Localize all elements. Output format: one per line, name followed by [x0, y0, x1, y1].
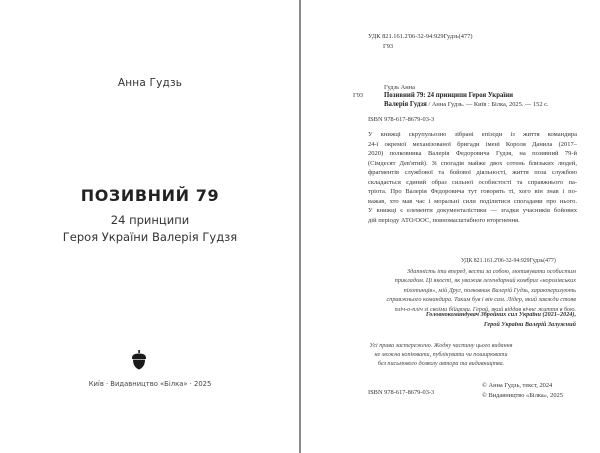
- udk-code-top: УДК 821.161.2'06-32-94:929Гудзь(477): [368, 33, 473, 40]
- author-name: Анна Гудзь: [117, 77, 183, 89]
- quote-attribution-title: Головнокомандувач Збройних сил України (2021–2024),: [425, 311, 576, 318]
- quote-line: прикладом. Ці якості, як уважав легендарний комбриг «королівських: [394, 277, 576, 285]
- book-title: ПОЗИВНИЙ 79: [80, 186, 220, 205]
- copyright-text: © Анна Гудзь, текст, 2024: [482, 382, 553, 389]
- abstract-line: фрагментів службової та бойової діяльності, життя поза службою: [368, 169, 577, 176]
- abstract-line: дій періоду АТО/ООС, повномасштабного вторгнення.: [368, 216, 520, 224]
- catalog-title-line2: [384, 101, 549, 108]
- rights-notice: [361, 342, 521, 370]
- book-subtitle-line2: Героя України Валерія Гудзя: [62, 230, 238, 244]
- quote-line: Здатність іти вперед, вести за собою, мотивувати особистим: [407, 268, 576, 275]
- isbn-top: ISBN 978-617-8679-03-3: [368, 116, 435, 123]
- catalog-code: Г93: [353, 92, 364, 99]
- abstract-line: У книжці є елементи документалістики — згадки учасників бойових: [368, 207, 577, 214]
- imprint-line: Київ · Видавництво «Білка» · 2025: [88, 380, 212, 388]
- abstract-line: тріота. Про Валерія Федоровича тут говорять ті, хого він знав і по-: [368, 188, 577, 195]
- rights-line: не можна копіювати, публікувати чи поширювати: [374, 352, 508, 359]
- rights-line: Усі права застережено. Жодну частину цього видання: [369, 343, 513, 349]
- quote-attribution-name: Герой України Валерій Залужний: [483, 321, 576, 328]
- author-sign-top: Г93: [383, 43, 394, 50]
- epigraph-quote: [341, 267, 576, 314]
- copyright-publisher: © Видавництво «Білка», 2025: [482, 392, 563, 399]
- quote-line: справжнього командира. Таким був і він сам. Лідер, який завжди стояв: [386, 296, 576, 304]
- catalog-title-rest: / Анна Гудзь. — Київ : Білка, 2025. — 152 с.: [426, 101, 549, 108]
- catalog-title-line1: Позивний 79: 24 принципи Героя України: [384, 92, 514, 99]
- rights-line: без письмового дозволу автора та видавництва.: [377, 361, 505, 368]
- isbn-bottom: ISBN 978-617-8679-03-3: [368, 389, 435, 396]
- abstract-line: У книжці скрупульозно зібрані епізоди із життя командира: [368, 131, 577, 138]
- abstract-line: (Сімдесят Дев'ятий). Зі спогадів майже двох сотень близьких людей,: [368, 159, 577, 167]
- book-subtitle-line1: 24 принципи: [110, 213, 190, 227]
- abstract-line: 2020) полковника Валерія Федоровича Гудзя, на позивний 79-й: [368, 150, 577, 157]
- catalog-author: Гудзь Анна: [384, 84, 415, 91]
- abstract-line: важав, хто мав час і моральні сили поділитися спогадами про нього.: [368, 197, 577, 205]
- book-abstract: [368, 130, 577, 225]
- udk-code-mid: УДК 821.161.2'06-32-94:929Гудзь(477): [461, 258, 556, 264]
- abstract-line: 24-ї окремої механізованої бригади імені Короля Данила (2017–: [368, 140, 577, 148]
- quote-line: пліч-о-пліч зі своїми бійцями. Герой, який віддав вічне життя в бою.: [394, 305, 576, 313]
- abstract-line: складається єдиний образ сильної особистості та справжнього па-: [368, 178, 577, 186]
- quote-line: піхотинців», мій Друг, полковник Валерій Гудзь, характеризують: [403, 286, 576, 294]
- copyright-page: [301, 0, 600, 453]
- catalog-title-bold: Валерія Гудзя: [384, 101, 427, 108]
- acorn-icon: [130, 350, 148, 370]
